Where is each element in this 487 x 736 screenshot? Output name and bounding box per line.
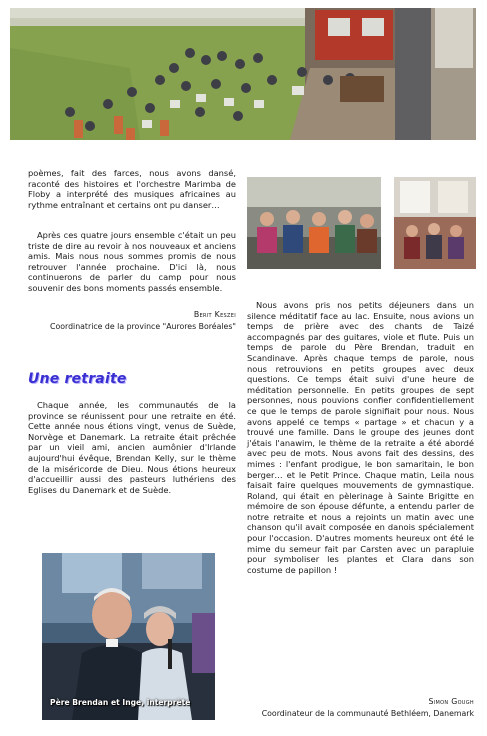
signature-name-text: Berit Keszei <box>193 310 236 319</box>
photo-caption: Père Brendan et Inge, interprète <box>50 698 191 707</box>
group-indoor-photo <box>247 177 381 269</box>
closing-paragraph: Après ces quatre jours ensemble c'était un peu triste de dire au revoir à nos nouveaux et anciens amis. Mais nous nous sommes promis de nous retrouver l'année prochaine. D'ici là, nous continuerons de parler du camp pour nous souvenir des bons moments passés ensemble. <box>28 230 236 293</box>
signature-name-text: Simon Gough <box>428 697 474 706</box>
signature-name-simon <box>247 697 474 707</box>
retreat-continuation-paragraph: Nous avons pris nos petits déjeuners dans un silence méditatif face au lac. Ensuite, nous avions un temps de prière avec des chants de Taizé accompagnés par des guitares, viole et flute. Puis un temps de parole du Père Brendan, traduit en Scandinave. Après chaque temps de parole, nous nous retrouvions en petits groupes avec deux questions. Ce temps était suivi d'une heure de méditation personnelle. En petits groupes de sept personnes, nous pouvions confier confidentiellement ce que le temps de parole signifiait pour nous. Nous avons appelé ce temps « partage » et chacun y a trouvé une famille. Dans le groupe des jeunes dont j'étais l'anawim, le thème de la retraite a été abordé avec peu de mots. Nous avons fait des dessins, des mimes : l'enfant prodigue, le bon samaritain, le bon berger… et le Petit Prince. Chaque matin, Leila nous faisait faire quelques mouvements de gymnastique. Roland, qui était en pèlerinage à Sainte Brigitte en mémoire de son épouse défunte, a entendu parler de notre retraite et nous a rejoints un matin avec une chanson qu'il avait composée en danois spécialement pour l'occasion. D'autres moments heureux ont été le mime du semeur fait par Carsten avec un parapluie pour symboliser les plantes et Clara dans son costume de papillon ! <box>247 300 474 575</box>
section-heading-retraite: Une retraite <box>28 371 127 387</box>
signature-name-berit <box>28 310 236 320</box>
brendan-inge-photo <box>42 553 215 720</box>
intro-paragraph: poèmes, fait des farces, nous avons dansé, raconté des histoires et l'orchestre Marimba de Floby a interprété des musiques africaines au rythme entraînant et certains ont pu danser… <box>28 168 236 210</box>
signature-role-simon: Coordinateur de la communauté Bethléem, Danemark <box>261 709 474 718</box>
group-window-photo <box>394 177 476 269</box>
signature-role-berit: Coordinatrice de la province "Aurores Boréales" <box>50 322 236 331</box>
camp-gathering-photo <box>10 8 476 140</box>
retreat-paragraph: Chaque année, les communautés de la province se réunissent pour une retraite en été. Cette année nous étions vingt, venus de Suède, Norvège et Danemark. La retraite était prêchée par un vieil ami, ancien aumônier d'Irlande aujourd'hui évêque, Brendan Kelly, sur le thème de la miséricorde de Dieu. Nous étions heureux d'accueillir aussi des pasteurs luthériens des Eglises du Danemark et de Suède. <box>28 400 236 495</box>
